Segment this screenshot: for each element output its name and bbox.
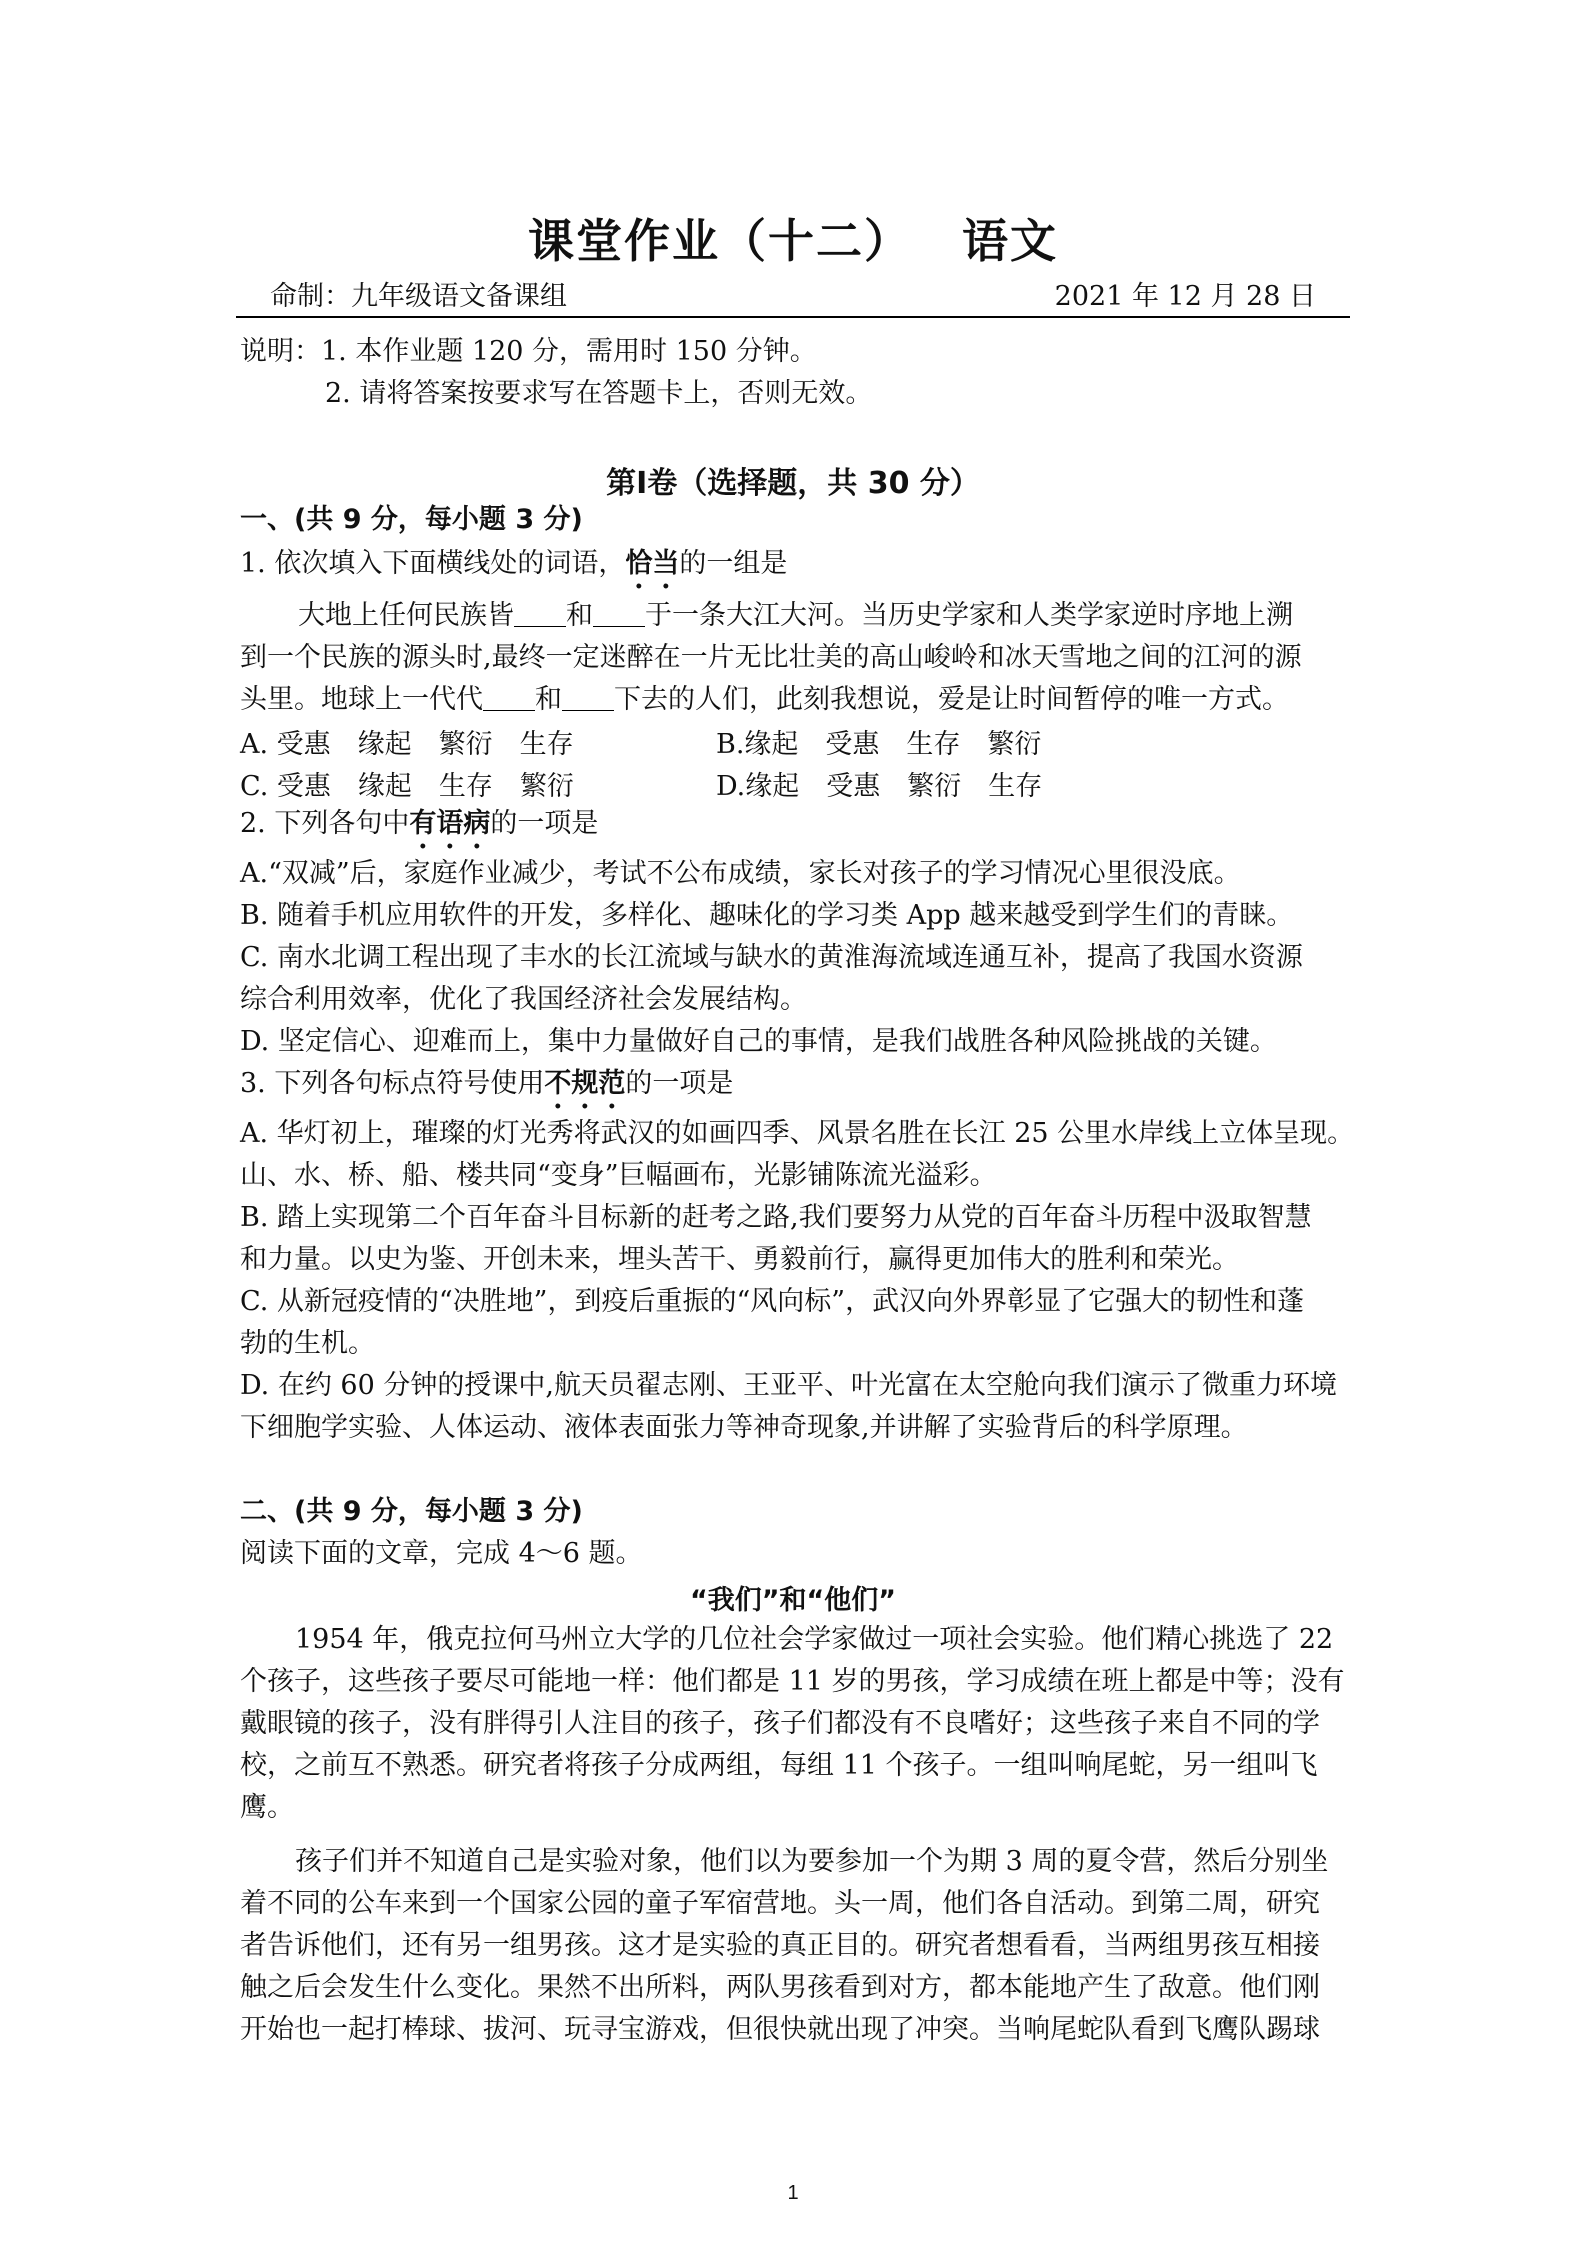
q3-option-b-line-1: B. 踏上实现第二个百年奋斗目标新的赶考之路,我们要努力从党的百年奋斗历程中汲取智慧 (240, 1202, 1312, 1233)
q2-option-c-line-1: C. 南水北调工程出现了丰水的长江流域与缺水的黄淮海流域连通互补，提高了我国水资源 (240, 942, 1303, 973)
q1-option-a: A. 受惠 缘起 繁衍 生存 (240, 729, 574, 760)
q1-option-b: B.缘起 受惠 生存 繁衍 (716, 729, 1042, 760)
q1-text: 和 (535, 684, 562, 715)
q1-passage-line-1 (298, 598, 1293, 634)
q3-option-a-line-1: A. 华灯初上，璀璨的灯光秀将武汉的如画四季、风景名胜在长江 25 公里水岸线上立体呈现。 (240, 1118, 1355, 1149)
article-p1-line: 个孩子，这些孩子要尽可能地一样：他们都是 11 岁的男孩，学习成绩在班上都是中等；没有 (240, 1666, 1345, 1697)
q3-option-b-line-2: 和力量。以史为鉴、开创未来，埋头苦干、勇毅前行，赢得更加伟大的胜利和荣光。 (240, 1244, 1239, 1275)
q3-stem-emphasis: 不规范 (544, 1068, 626, 1099)
q2-stem-prefix: 2. 下列各句中 (240, 808, 410, 839)
title-main: 课堂作业（十二） (528, 214, 912, 268)
q3-stem (240, 1066, 733, 1115)
q3-option-d-line-1: D. 在约 60 分钟的授课中,航天员翟志刚、王亚平、叶光富在太空舱向我们演示了微重力环境 (240, 1370, 1337, 1401)
q1-stem-emphasis: 恰当 (625, 548, 680, 579)
article-p2-line: 者告诉他们，还有另一组男孩。这才是实验的真正目的。研究者想看看，当两组男孩互相接 (240, 1930, 1320, 1961)
header-meta (236, 272, 1350, 318)
q2-option-b: B. 随着手机应用软件的开发，多样化、趣味化的学习类 App 越来越受到学生们的青睐。 (240, 900, 1294, 931)
q2-stem-suffix: 的一项是 (490, 808, 599, 839)
article-p1-line: 1954 年，俄克拉何马州立大学的几位社会学家做过一项社会实验。他们精心挑选了 22 (295, 1624, 1334, 1655)
q2-stem (240, 806, 598, 855)
q2-option-c-line-2: 综合利用效率，优化了我国经济社会发展结构。 (240, 984, 807, 1015)
q3-option-a-line-2: 山、水、桥、船、楼共同“变身”巨幅画布，光影铺陈流光溢彩。 (240, 1160, 997, 1191)
q1-option-c: C. 受惠 缘起 生存 繁衍 (240, 771, 574, 802)
q1-stem-suffix: 的一组是 (679, 548, 788, 579)
fill-blank (593, 599, 645, 627)
article-title: “我们”和“他们” (690, 1585, 896, 1616)
q1-text: 下去的人们，此刻我想说，爱是让时间暂停的唯一方式。 (614, 684, 1289, 715)
q1-text: 头里。地球上一代代 (240, 684, 483, 715)
q1-stem (240, 546, 787, 595)
author-line: 命制：九年级语文备课组 (270, 281, 567, 312)
article-p2-line: 着不同的公车来到一个国家公园的童子军宿营地。头一周，他们各自活动。到第二周，研究 (240, 1888, 1320, 1919)
fill-blank (483, 683, 535, 711)
article-p1-line: 戴眼镜的孩子，没有胖得引人注目的孩子，孩子们都没有不良嗜好；这些孩子来自不同的学 (240, 1708, 1320, 1739)
fill-blank (562, 683, 614, 711)
article-p1-line: 校，之前互不熟悉。研究者将孩子分成两组，每组 11 个孩子。一组叫响尾蛇，另一组叫飞 (240, 1750, 1318, 1781)
article-p2-line: 孩子们并不知道自己是实验对象，他们以为要参加一个为期 3 周的夏令营，然后分别坐 (295, 1846, 1329, 1877)
note-line-1: 说明：1. 本作业题 120 分，需用时 150 分钟。 (240, 336, 817, 367)
q3-option-c-line-1: C. 从新冠疫情的“决胜地”，到疫后重振的“风向标”，武汉向外界彰显了它强大的韧性和蓬 (240, 1286, 1305, 1317)
q1-option-d: D.缘起 受惠 繁衍 生存 (716, 771, 1043, 802)
page-number: 1 (787, 2182, 799, 2204)
q2-stem-emphasis: 有语病 (409, 808, 491, 839)
volume-heading: 第Ⅰ卷（选择题，共 30 分） (606, 466, 980, 501)
q1-text: 于一条大江大河。当历史学家和人类学家逆时序地上溯 (645, 600, 1293, 631)
part1-heading: 一、(共 9 分，每小题 3 分) (240, 504, 583, 535)
q1-passage-line-2: 到一个民族的源头时,最终一定迷醉在一片无比壮美的高山峻岭和冰天雪地之间的江河的源 (240, 642, 1302, 673)
note-line-2: 2. 请将答案按要求写在答题卡上，否则无效。 (325, 378, 873, 409)
q3-option-c-line-2: 勃的生机。 (240, 1328, 375, 1359)
part2-intro: 阅读下面的文章，完成 4～6 题。 (240, 1538, 643, 1569)
q1-text: 和 (566, 600, 593, 631)
article-p1-line: 鹰。 (240, 1792, 294, 1823)
fill-blank (514, 599, 566, 627)
q1-text: 大地上任何民族皆 (298, 600, 514, 631)
title-subject: 语文 (962, 214, 1058, 268)
q2-option-a: A.“双减”后，家庭作业减少，考试不公布成绩，家长对孩子的学习情况心里很没底。 (240, 858, 1241, 889)
article-p2-line: 开始也一起打棒球、拔河、玩寻宝游戏，但很快就出现了冲突。当响尾蛇队看到飞鹰队踢球 (240, 2014, 1320, 2045)
date-line: 2021 年 12 月 28 日 (1054, 281, 1316, 312)
q1-passage-line-3 (240, 682, 1289, 718)
article-p2-line: 触之后会发生什么变化。果然不出所料，两队男孩看到对方，都本能地产生了敌意。他们刚 (240, 1972, 1320, 2003)
q3-option-d-line-2: 下细胞学实验、人体运动、液体表面张力等神奇现象,并讲解了实验背后的科学原理。 (240, 1412, 1248, 1443)
q2-option-d: D. 坚定信心、迎难而上，集中力量做好自己的事情，是我们战胜各种风险挑战的关键。 (240, 1026, 1277, 1057)
q1-stem-prefix: 1. 依次填入下面横线处的词语， (240, 548, 626, 579)
q3-stem-suffix: 的一项是 (625, 1068, 734, 1099)
page-title (0, 205, 1586, 271)
part2-heading: 二、(共 9 分，每小题 3 分) (240, 1496, 583, 1527)
q3-stem-prefix: 3. 下列各句标点符号使用 (240, 1068, 545, 1099)
